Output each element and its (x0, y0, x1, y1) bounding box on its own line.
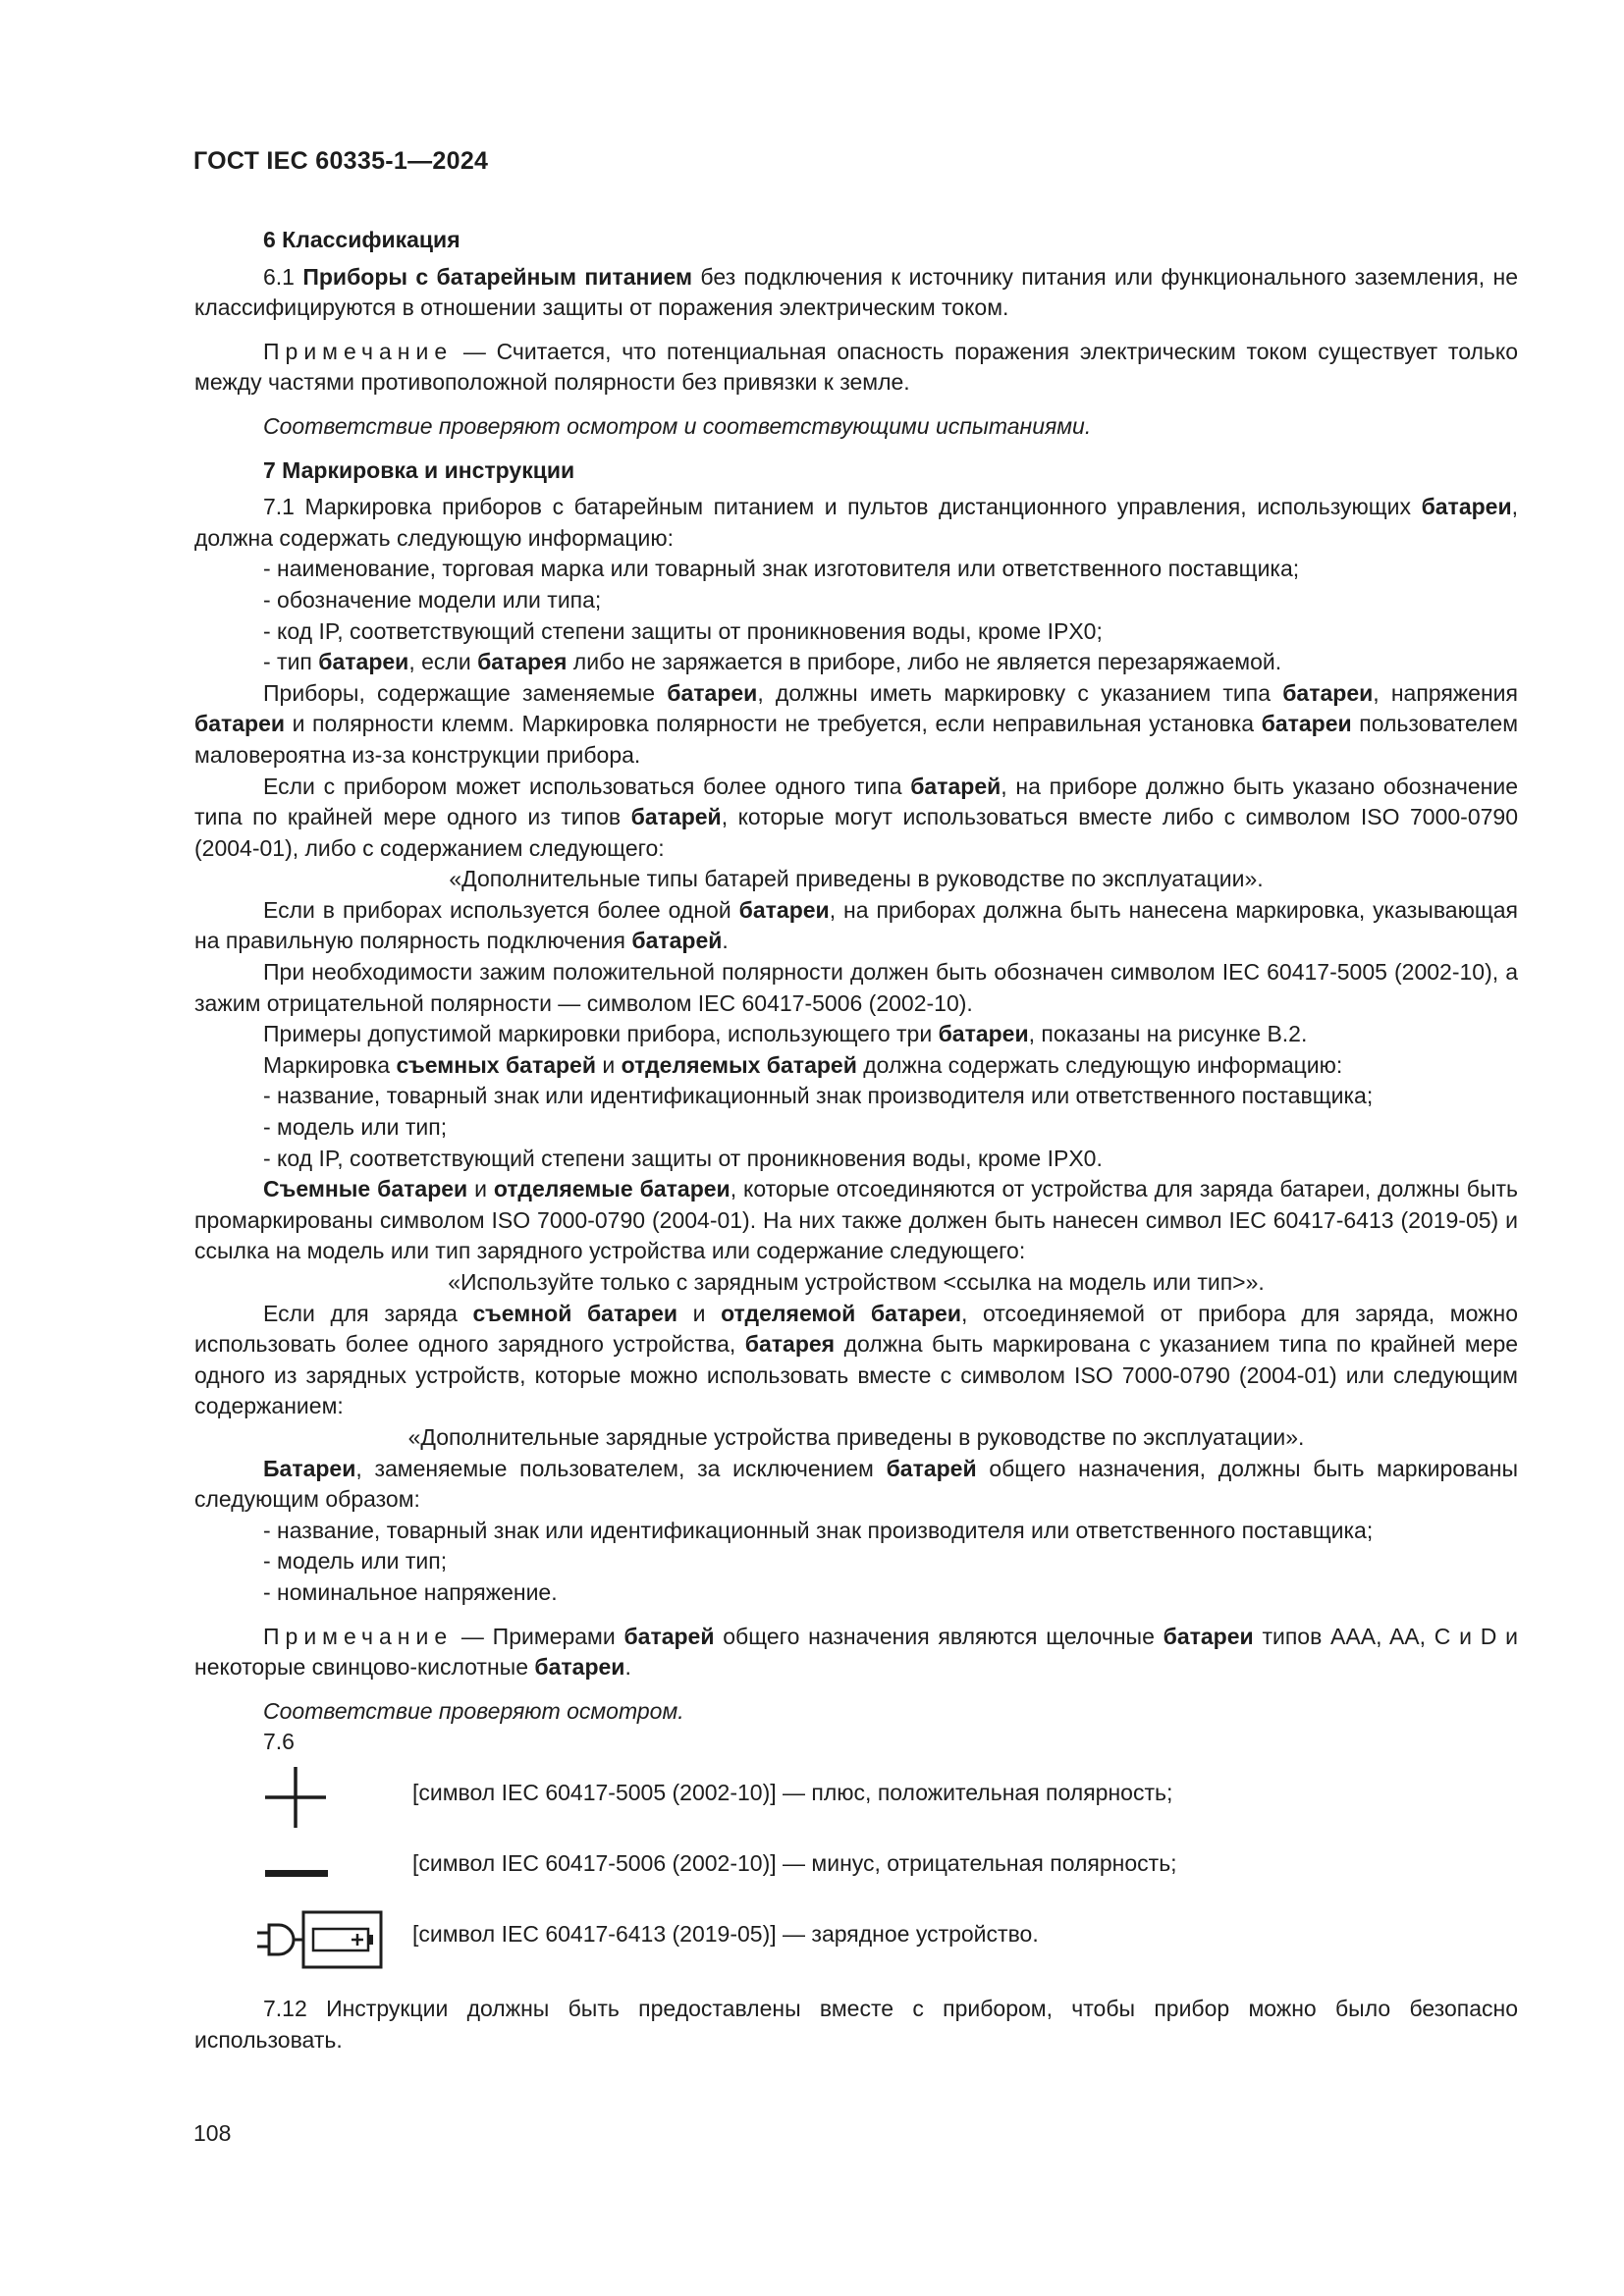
minus-polarity-icon (263, 1833, 361, 1903)
paragraph-replaceable: Приборы, содержащие заменяемые батареи, должны иметь маркировку с указанием типа батареи, напряжения батареи и полярности клемм. Маркировка полярности не требуется, если неправильная установка батареи пользователем маловероятна из-за конструкции прибора. (194, 679, 1519, 768)
symbol-plus-text: [символ IEC 60417-5005 (2002-10)] — плюс, положительная полярность; (412, 1779, 1173, 1805)
paragraph-multiple: Если в приборах используется более одной батареи, на приборах должна быть нанесена маркировка, указывающая на правильную полярность подключения батарей. (194, 896, 1519, 954)
paragraph-7-12: 7.12 Инструкции должны быть предоставлены вместе с прибором, чтобы прибор можно было безопасно использовать. (194, 1995, 1518, 2053)
plus-polarity-icon (263, 1762, 361, 1833)
standard-title: ГОСТ IEC 60335-1—2024 (193, 147, 489, 175)
list-item: - код IP, соответствующий степени защиты от проникновения воды, кроме IPX0. (263, 1145, 1103, 1171)
list-item: - наименование, торговая марка или товарный знак изготовителя или ответственного поставщика; (263, 556, 1300, 582)
paragraph-types: Если с прибором может использоваться более одного типа батарей, на приборе должно быть указано обозначение типа по крайней мере одного из типов батарей, которые могут использоваться вместе либо с символом ISO 7000-0790 (2004-01), либо с содержанием следующего: (194, 773, 1518, 861)
paragraph-removable: Маркировка съемных батарей и отделяемых батарей должна содержать следующую информацию: (263, 1051, 1343, 1078)
paragraph-7-1: 7.1 Маркировка приборов с батарейным питанием и пультов дистанционного управления, использующих батареи, должна содержать следующую информацию: (194, 494, 1518, 551)
page-number: 108 (193, 2120, 232, 2146)
compliance-6: Соответствие проверяют осмотром и соответствующими испытаниями. (263, 412, 1092, 439)
document-body (194, 225, 1518, 2056)
paragraph-examples: Примеры допустимой маркировки прибора, использующего три батареи, показаны на рисунке В.2. (263, 1021, 1308, 1047)
list-item: - название, товарный знак или идентификационный знак производителя или ответственного поставщика; (263, 1517, 1374, 1543)
list-item: - модель или тип; (263, 1114, 448, 1141)
symbol-row-plus (194, 1762, 1518, 1833)
paragraph-charge: Съемные батареи и отделяемые батареи, которые отсоединяются от устройства для заряда батареи, должны быть промаркированы символом ISO 7000-0790 (2004-01). На них также должен быть нанесен символ IEC 60417-6413 (2019-05) и ссылка на модель или тип зарядного устройства или содержание следующего: (194, 1176, 1518, 1264)
paragraph-6-1: 6.1 Приборы с батарейным питанием без подключения к источнику питания или функционального заземления, не классифицируются в отношении защиты от поражения электрическим током. (194, 263, 1519, 321)
list-item: - тип батареи, если батарея либо не заряжается в приборе, либо не является перезаряжаемой. (263, 649, 1282, 675)
list-item: - обозначение модели или типа; (263, 586, 602, 613)
quote-extra-chargers: «Дополнительные зарядные устройства приведены в руководстве по эксплуатации». (407, 1423, 1305, 1450)
quote-battery-types: «Дополнительные типы батарей приведены в руководстве по эксплуатации». (449, 866, 1264, 892)
compliance-7: Соответствие проверяют осмотром. (263, 1697, 684, 1724)
symbol-charger-text: [символ IEC 60417-6413 (2019-05)] — зарядное устройство. (412, 1920, 1039, 1947)
list-item: - код IP, соответствующий степени защиты от проникновения воды, кроме IPX0; (263, 617, 1103, 644)
paragraph-user-replaceable: Батареи, заменяемые пользователем, за исключением батарей общего назначения, должны быть маркированы следующим образом: (194, 1455, 1519, 1513)
section-6-heading: 6 Классификация (263, 227, 460, 252)
list-item: - модель или тип; (263, 1548, 448, 1575)
quote-charger-only: «Используйте только с зарядным устройством <ссылка на модель или тип>». (448, 1269, 1265, 1295)
section-7-heading: 7 Маркировка и инструкции (263, 456, 575, 483)
paragraph-7-6-number: 7.6 (263, 1729, 295, 1755)
symbol-row-charger (194, 1903, 1518, 1974)
paragraph-clamp: При необходимости зажим положительной полярности должен быть обозначен символом IEC 60417-5005 (2002-10), а зажим отрицательной полярности — символом IEC 60417-5006 (2002-10). (194, 959, 1518, 1016)
list-item: - название, товарный знак или идентификационный знак производителя или ответственного поставщика; (263, 1083, 1374, 1109)
list-item: - номинальное напряжение. (263, 1578, 558, 1605)
battery-charger-icon (255, 1903, 393, 1974)
symbol-minus-text: [символ IEC 60417-5006 (2002-10)] — минус, отрицательная полярность; (412, 1849, 1177, 1876)
paragraph-chargers: Если для заряда съемной батареи и отделяемой батареи, отсоединяемой от прибора для заряда, можно использовать более одного зарядного устройства, батарея должна быть маркирована с указанием типа по крайней мере одного из зарядных устройств, которые можно использовать вместе с символом ISO 7000-0790 (2004-01) или следующим содержанием: (194, 1300, 1519, 1419)
note-7: Примечание — Примерами батарей общего назначения являются щелочные батареи типов AAA, AA, C и D и некоторые свинцово-кислотные батареи. (194, 1623, 1518, 1681)
symbol-row-minus (194, 1833, 1518, 1903)
note-6-1: Примечание — Считается, что потенциальная опасность поражения электрическим током существует только между частями противоположной полярности без привязки к земле. (194, 338, 1519, 396)
